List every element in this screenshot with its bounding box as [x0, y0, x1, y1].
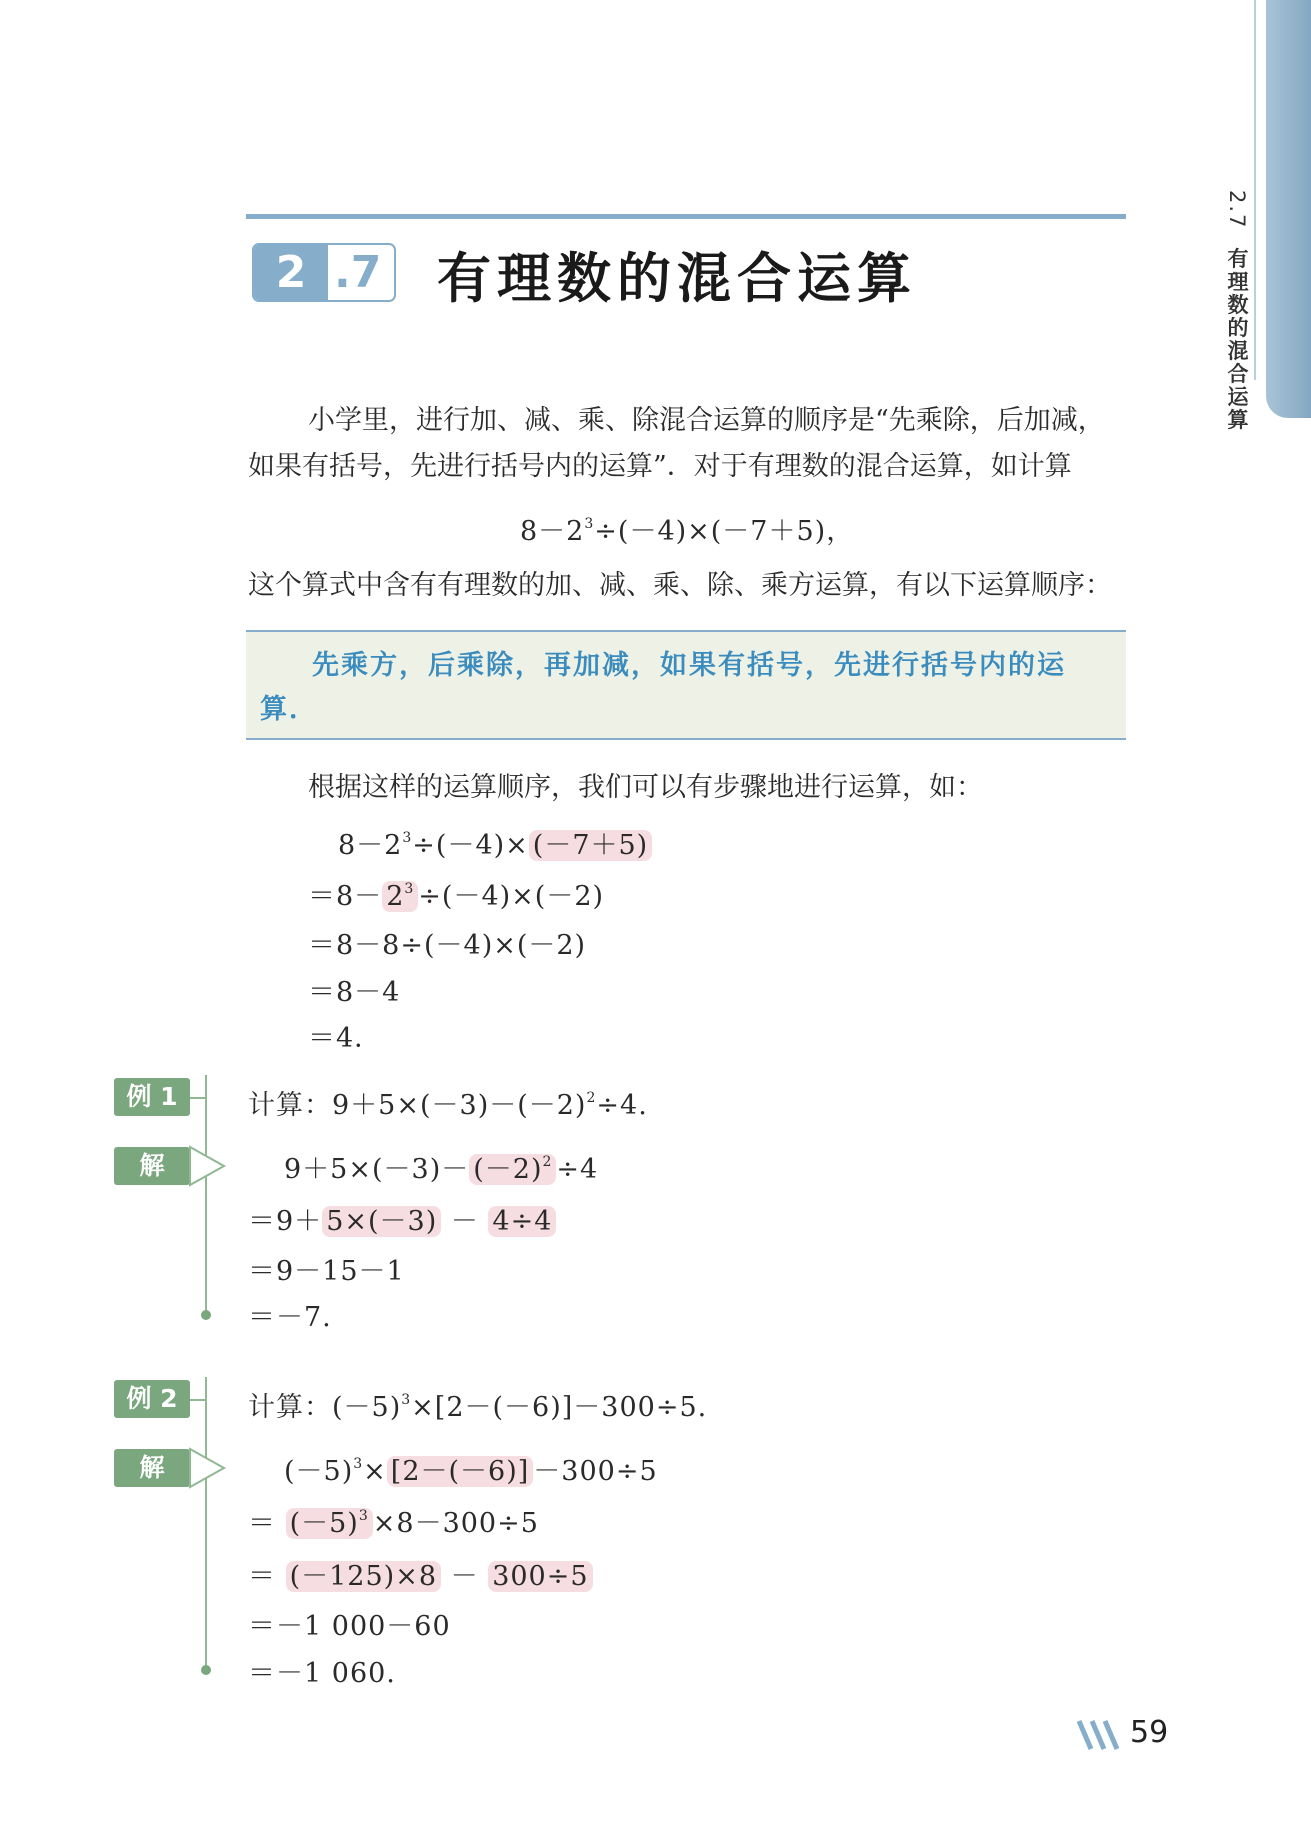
worked-lead: 根据这样的运算顺序，我们可以有步骤地进行运算，如： [308, 772, 983, 803]
order-rule-box [246, 630, 1126, 740]
example-1-problem: 计算：$9+5\times(-3)-(-2)^2\div 4$. [248, 1090, 648, 1121]
section-badge [252, 243, 396, 302]
example-1-rail [205, 1075, 207, 1315]
step-text: ＝ [248, 1561, 276, 1592]
badge-minor: .7 [334, 247, 382, 298]
example-2-step-4: ＝－1 000－60 [248, 1611, 451, 1642]
worked-step-4: ＝8－4 [308, 977, 401, 1008]
example-2-step-1: $(-5)^3\times [2-(-6)] -300\div 5$ [284, 1456, 658, 1487]
example-1-step-1 [284, 1147, 598, 1186]
highlight: $2^3$ [382, 881, 418, 912]
page-title: 有理数的混合运算 [437, 247, 917, 310]
step-text: 9＋5×(－3)－ [284, 1154, 470, 1185]
side-section-title: 有理数的混合运算 [1225, 247, 1249, 432]
highlight: $(-5)^3$ [286, 1508, 373, 1539]
connector [190, 1399, 206, 1401]
header-rule [246, 214, 1126, 219]
worked-step-1: $8-2^3\div(-4)\times (-7+5)$ [338, 823, 652, 862]
example-1-solution-tag: 解 [114, 1147, 190, 1185]
highlight: [2－(－6)] [387, 1456, 534, 1487]
step-text: ×8－300÷5 [372, 1508, 539, 1539]
example-2-step-5: ＝－1 060. [248, 1658, 396, 1689]
example-2-step-2 [248, 1501, 539, 1540]
intro-line-2: 如果有括号，先进行括号内的运算”．对于有理数的混合运算，如计算 [248, 451, 1072, 482]
example-2-step-3 [248, 1554, 593, 1593]
step-text: ÷4 [556, 1154, 599, 1185]
highlight: (－7＋5) [529, 830, 652, 861]
solution-arrow-icon [188, 1447, 228, 1489]
highlight: $(-2)^2$ [469, 1154, 556, 1185]
chapter-side-tab [1266, 0, 1311, 418]
example-2-rail [205, 1377, 207, 1670]
rail-end-dot [201, 1665, 211, 1675]
highlight: 5×(－3) [322, 1206, 441, 1237]
worked-step-3: ＝8－8÷(－4)×(－2) [308, 930, 587, 961]
example-2-solution-tag: 解 [114, 1449, 190, 1487]
step-text: ÷(－4)×(－2) [418, 881, 605, 912]
badge-major: 2 [254, 245, 328, 300]
example-2-tag: 例 2 [114, 1380, 190, 1418]
solution-arrow-icon [188, 1145, 228, 1187]
example-1-step-2 [248, 1199, 556, 1238]
example-1-step-4: ＝－7. [248, 1302, 332, 1333]
step-text: － [450, 1561, 479, 1592]
highlight: 4÷4 [488, 1206, 556, 1237]
example-1-step-3: ＝9－15－1 [248, 1256, 405, 1287]
step-text: ＝ [248, 1508, 276, 1539]
example-2-problem: 计算：$(-5)^3\times[2-(-6)]-300\div 5$. [248, 1392, 708, 1423]
worked-step-2 [308, 874, 604, 913]
intro-line-1: 小学里，进行加、减、乘、除混合运算的顺序是“先乘除，后加减， [308, 405, 1105, 436]
page-number: 59 [1130, 1715, 1169, 1750]
step-text: － [450, 1206, 479, 1237]
step-text: ＝8－ [308, 881, 383, 912]
side-divider [1254, 0, 1256, 380]
example-1-tag: 例 1 [114, 1078, 190, 1116]
side-section-number: 2.7 [1225, 190, 1249, 230]
rail-end-dot [201, 1310, 211, 1320]
worked-step-5: ＝4． [308, 1023, 383, 1054]
step-text: －300÷5 [533, 1456, 658, 1487]
side-section-label [1222, 190, 1252, 431]
page-marks-icon [1076, 1718, 1126, 1752]
highlight: 300÷5 [488, 1561, 592, 1592]
step-text: ＝9＋ [248, 1206, 323, 1237]
connector [190, 1097, 206, 1099]
intro-expression: $8-2^3\div(-4)\times(-7+5)$， [520, 516, 855, 547]
intro-line-3: 这个算式中含有有理数的加、减、乘、除、乘方运算，有以下运算顺序： [248, 570, 1112, 601]
order-rule-text: 先乘方，后乘除，再加减，如果有括号，先进行括号内的运算． [260, 650, 1066, 725]
highlight: (－125)×8 [286, 1561, 441, 1592]
